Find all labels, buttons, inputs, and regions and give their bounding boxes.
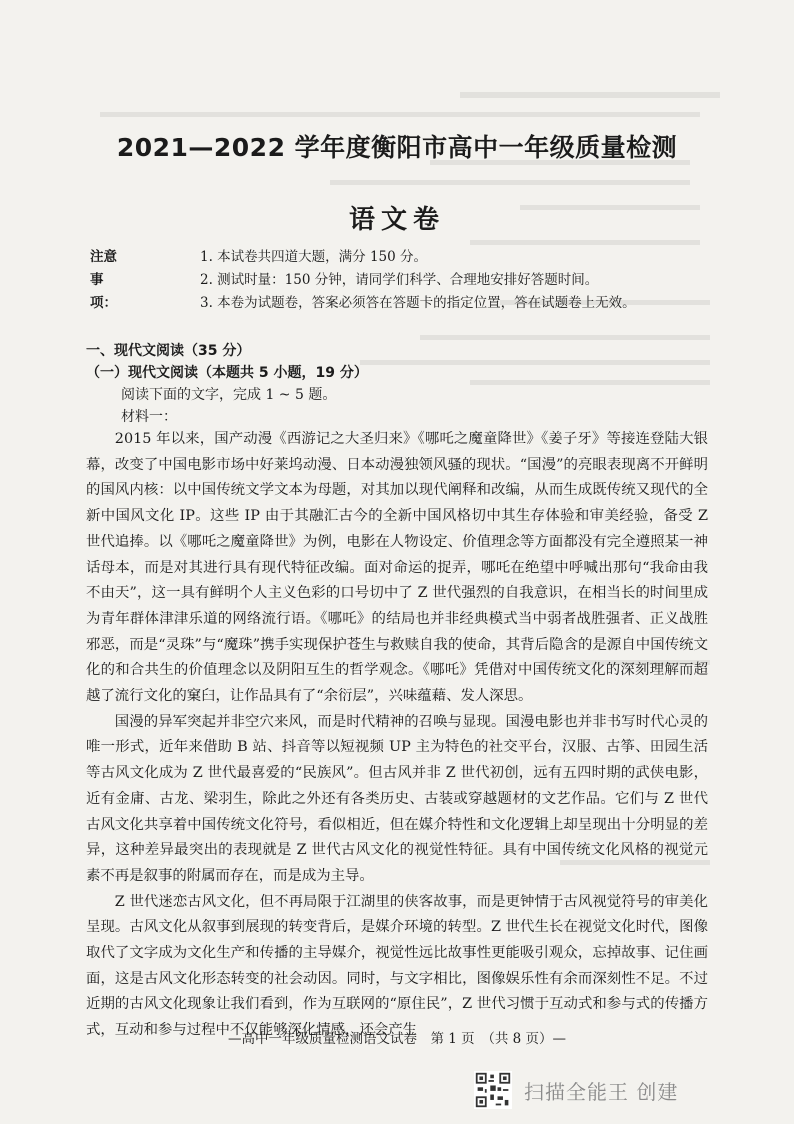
note-item: 2. 测试时量：150 分钟，请同学们科学、合理地安排好答题时间。 <box>200 272 599 288</box>
reading-instruction: 阅读下面的文字，完成 1 ~ 5 题。 <box>121 387 337 403</box>
watermark-text: 扫描全能王 创建 <box>524 1079 679 1104</box>
note-item: 3. 本卷为试题卷，答案必须答在答题卡的指定位置，答在试题卷上无效。 <box>200 295 636 311</box>
qr-code-icon <box>474 1071 512 1109</box>
subsection-heading: （一）现代文阅读（本题共 5 小题，19 分） <box>86 365 368 381</box>
passage-paragraph: 2015 年以来，国产动漫《西游记之大圣归来》《哪吒之魔童降世》《姜子牙》等接连登陆大银幕，改变了中国电影市场中好莱坞动漫、日本动漫独领风骚的现状。“国漫”的亮眼表现离不开鲜明的国风内核：以中国传统文学文本为母题，对其加以现代阐释和改编，从而生成既传统又现代的全新中国风文化 IP。这些 IP 由于其融汇古今的全新中国风格切中其生存体验和审美经验，备受 Z 世代追捧。以《哪吒之魔童降世》为例，电影在人物设定、价值理念等方面都没有完全遵照某一神话母本，而是对其进行具有现代特征改编。面对命运的捉弄，哪吒在绝望中呼喊出那句“我命由我不由天”，这一具有鲜明个人主义色彩的口号切中了 Z 世代强烈的自我意识，在相当长的时间里成为青年群体津津乐道的网络流行语。《哪吒》的结局也并非经典模式当中弱者战胜强者、正义战胜邪恶，而是“灵珠”与“魔珠”携手实现保护苍生与救赎自我的使命，其背后隐含的是源自中国传统文化的和合共生的价值理念以及阴阳互生的哲学观念。《哪吒》凭借对中国传统文化的深刻理解而超越了流行文化的窠臼，让作品具有了“余衍层”，兴味蕴藉、发人深思。 <box>86 431 708 705</box>
exam-title: 2021—2022 学年度衡阳市高中一年级质量检测 <box>116 133 678 162</box>
reading-passage <box>86 427 708 1044</box>
scanner-watermark <box>474 1070 678 1110</box>
passage-paragraph: Z 世代迷恋古风文化，但不再局限于江湖里的侠客故事，而是更钟情于古风视觉符号的审美化呈现。古风文化从叙事到展现的转变背后，是媒介环境的转型。Z 世代生长在视觉文化时代，图像取代了文字成为文化生产和传播的主导媒介，视觉性远比故事性更能吸引观众，忘掉故事、记住画面，这是古风文化形态转变的社会动因。同时，与文字相比，图像娱乐性有余而深刻性不足。不过近期的古风文化现象让我们看到，作为互联网的“原住民”，Z 世代习惯于互动式和参与式的传播方式，互动和参与过程中不仅能够深化情感，还会产生 <box>86 893 708 1039</box>
section-heading: 一、现代文阅读（35 分） <box>86 343 251 359</box>
notes-label: 注意事项： <box>90 249 117 311</box>
page-footer: —高中一年级质量检测语文试卷 第 1 页 （共 8 页）— <box>227 1031 567 1047</box>
material-label: 材料一： <box>121 409 177 425</box>
passage-paragraph: 国漫的异军突起并非空穴来风，而是时代精神的召唤与显现。国漫电影也并非书写时代心灵的唯一形式，近年来借助 B 站、抖音等以短视频 UP 主为特色的社交平台，汉服、古筝、田园生活等古风文化成为 Z 世代最喜爱的“民族风”。但古风并非 Z 世代初创，远有五四时期的武侠电影，近有金庸、古龙、梁羽生，除此之外还有各类历史、古装或穿越题材的文艺作品。它们与 Z 世代古风文化共享着中国传统文化符号，看似相近，但在媒介特性和文化逻辑上却呈现出十分明显的差异，这种差异最突出的表现就是 Z 世代古风文化的视觉性特征。具有中国传统文化风格的视觉元素不再是叙事的附属而存在，而是成为主导。 <box>86 713 708 884</box>
note-item: 1. 本试卷共四道大题，满分 150 分。 <box>200 249 428 265</box>
exam-subject: 语文卷 <box>348 205 445 235</box>
